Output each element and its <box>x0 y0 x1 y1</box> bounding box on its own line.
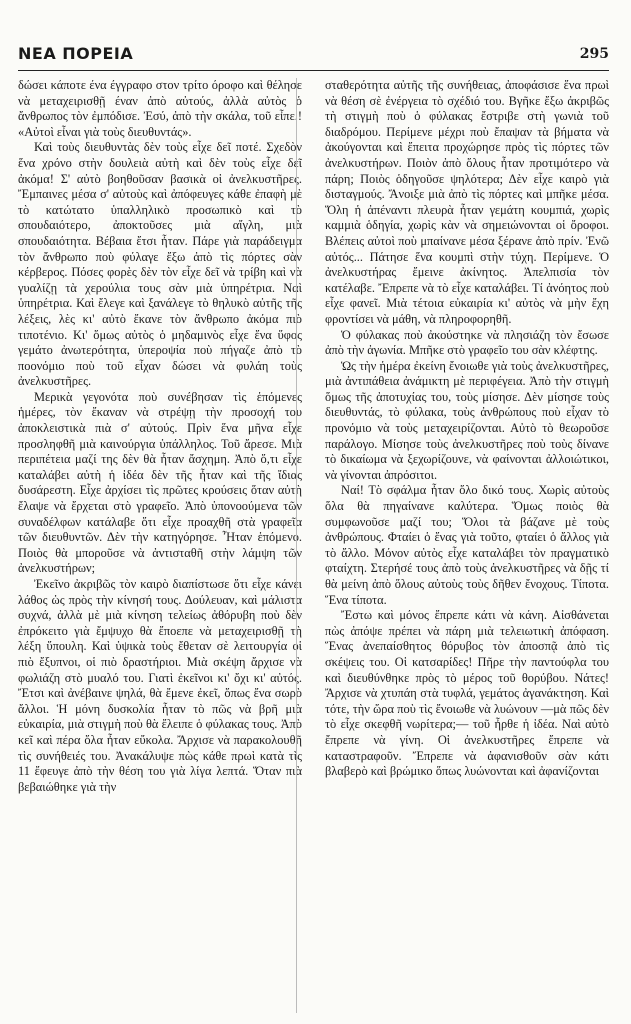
left-column <box>18 78 302 1013</box>
paragraph: Ὡς τὴν ἡμέρα ἐκείνη ἔνοιωθε γιὰ τοὺς ἀνελκυστῆρες, μιὰ ἀντιπάθεια ἀνάμικτη μὲ περιφέγεια. Ἀπὸ τὴν στιγμὴ ὅμως τῆς ἀποτυχίας του, τοὺς μίσησε. Δὲν μίσησε τοὺς διευθυντάς, τὸ φύλακα, τοὺς ἀνθρώπους ποὺ εἶχαν τὸ προνόμιο νὰ τοὺς μεταχειρίζονται. Αὐτὸ τὸ θεωροῦσε παράλογο. Μίσησε τοὺς ἀνελκυστῆρες ποὺ τοὺς δίνανε τὸ δικαίωμα νὰ ξεχωρίζουνε, νὰ φαίνονται ἀλλοιώτικοι, νὰ γίνονται ἀπρόσιτοι. <box>325 358 609 482</box>
paragraph: Μερικὰ γεγονότα ποὺ συνέβησαν τὶς ἑπόμενες ἡμέρες, τὸν ἔκαναν νὰ στρέψῃ τὴν προσοχή του ἀποκλειστικὰ πιὰ σ' αὐτούς. Πρὶν ἕνα μῆνα εἶχε προσληφθῆ μιὰ καινούργια ὑπάλληλος. Τοῦ ἄρεσε. Μιὰ περιπέτεια μαζί της δὲν θὰ ἦταν ἄσχημη. Ἀπὸ ὅ,τι εἶχε καταλάβει αὐτὴ ἡ ἰδέα δὲν τῆς ἦταν καὶ τῆς ἴδιας δυσάρεστη. Εἶχε ἀρχίσει τὶς πρῶτες κρούσεις ὅταν αὐτὴ ἔλαψε νὰ ἔρχεται στὸ γραφεῖο. Ἀπὸ ὑπονοούμενα τῶν συναδέλφων κατάλαβε ὅτι εἶχε προαχθῆ στὰ γραφεῖα τῶν διευθυντῶν. Δὲν τὴν κατηγόρησε. Ἦταν ἑπόμενο. Ποιὸς θὰ μποροῦσε νὰ ἀντισταθῆ στὴν λάμψη τῶν ἀνελκυστήρων; <box>18 389 302 576</box>
page-number: 295 <box>579 46 609 62</box>
right-column <box>325 78 609 1013</box>
text-columns <box>18 78 609 1013</box>
paragraph: Ὁ φύλακας ποὺ ἀκούστηκε νὰ πλησιάζη τὸν ἔσωσε ἀπὸ τὴν ἀγωνία. Μπῆκε στὸ γραφεῖο του σὰν κλέφτης. <box>325 327 609 358</box>
paragraph: Καὶ τοὺς διευθυντὰς δὲν τοὺς εἶχε δεῖ ποτέ. Σχεδὸν ἕνα χρόνο στὴν δουλειὰ αὐτὴ καὶ δὲν τοὺς εἶχε δεῖ ἀκόμα! Σ' αὐτὸ βοηθοῦσαν βασικὰ οἱ ἀνελκυστῆρες. Ἔμπαινες μέσα σ' αὐτοὺς καὶ ἀπόφευγες κάθε ἐπαφὴ μὲ τὸ κατώτατο ὑπαλληλικὸ προσωπικὸ καὶ τὸ σπουδαιότερο, ἀποκτοῦσες μιὰ αἴγλη, μιὰ σπουδαιότητα. Βέβαια ἔτσι ἦταν. Πάρε γιὰ παράδειγμα τὸν ἄνθρωπο ποὺ φύλαγε ἔξω ἀπὸ τὶς πόρτες σὰν κέρβερος. Πόσες φορὲς δὲν τὸν εἶχε δεῖ νὰ τρίβη καὶ νὰ γυαλίζῃ τὰ χερούλια τους σὰν μιὰ ὑπηρέτρια. Ναὶ ὑπηρέτρια. Καὶ ἔλεγε καὶ ξανάλεγε τὸ θηλυκὸ αὐτῆς τῆς λέξεις, λὲς κι' αὐτὸ ἔκανε τὸν ἄνθρωπο ἀκόμα πιὸ τιποτένιο. Κι' ὅμως αὐτὸς ὁ μηδαμινὸς εἶχε ἕνα ὕφος γεμάτο ἀνωτερότητα, ὑπεροψία ποὺ πήγαζε ἀπὸ τὸ ποονόμιο ποὺ τοῦ εἶχαν δώσει νὰ φυλάη τοὺς ἀνελκυστῆρες. <box>18 140 302 389</box>
journal-title: ΝΕΑ ΠΟΡΕΙΑ <box>18 44 134 63</box>
paragraph: σταθερότητα αὐτῆς τῆς συνήθειας, ἀποφάσισε ἕνα πρωὶ νὰ θέση σὲ ἐνέργεια τὸ σχέδιό του. Βγῆκε ἔξω ἀκριβῶς τὴ στιγμὴ ποὺ ὁ φύλακας ἔστριβε στὴ γωνιὰ τοῦ διαδρόμου. Περίμενε μέχρι ποὺ ἔπαψαν τὰ βήματα νὰ ἀκούγονται καὶ ἔπειτα προχώρησε πρὸς τὶς πόρτες τῶν ἀνελκυστήρων. Ποιὸν ἀπὸ ὅλους ἦταν προτιμότερο νὰ πάρη; Ποιὸς ὁδηγοῦσε ψηλότερα; Δὲν εἶχε καιρὸ γιὰ δισταγμούς. Ἄνοιξε μιὰ ἀπὸ τὶς πόρτες καὶ μπῆκε μέσα. Ὅλη ἡ ἀπέναντι πλευρὰ ἦταν γεμάτη κουμπιά, χωρὶς καμμιὰ ὁδηγία, χωρὶς κὰν νὰ σημειώνονται οἱ ὄροφοι. Βλέπεις αὐτοὶ ποὺ μπαίνανε μέσα ξέρανε ἀπὸ πρίν. Ἐνῶ αὐτός... Πάτησε ἕνα κουμπὶ στὴν τύχη. Περίμενε. Ὁ ἀνελκυστήρας ἔμεινε ἀκίνητος. Ἀπελπισία τὸν κατέλαβε. Ἔπρεπε νὰ τὸ εἶχε καταλάβει. Τί ἀνόητος ποὺ εἶχε φανεῖ. Μιὰ τέτοια εὐκαιρία κι' αὐτὸς νὰ μὴν ἔχη φροντίσει νὰ μάθη, νὰ πληροφορηθῆ. <box>325 78 609 326</box>
column-divider <box>296 78 297 1013</box>
paragraph: δώσει κάποτε ένα έγγραφο στον τρίτο όροφο καὶ θέλησε νὰ μεταχειρισθῇ έναν ἀπὸ αὐτούς, ἀλλὰ αὐτὸς ὁ ἄνθρωπος τὸν ἐμπόδισε. Ἐσύ, ἀπὸ τὴν σκάλα, τοῦ εἶπε.! «Αὐτοὶ εἶναι γιὰ τοὺς διευθυντάς». <box>18 78 302 139</box>
paragraph: Ἔστω καὶ μόνος ἔπρεπε κάτι νὰ κάνη. Αἰσθάνεται πὼς ἀπόψε πρέπει νὰ πάρη μιὰ τελειωτικὴ ἀπόφαση. Ἕνας ἀνεπαίσθητος θόρυβος τὸν ἀποσπᾷ ἀπὸ τὶς σκέψεις του. Οἱ κατσαρίδες! Πῆρε τὴν παντούφλα του καὶ διευθύνθηκε πρὸς τὸ μέρος τοῦ θορύβου. Νάτες! Ἄρχισε νὰ χτυπάη στὰ τυφλά, γεμάτος ἀγανάκτηση. Καὶ τότε, τὴν ὥρα ποὺ τὶς ἔνοιωθε νὰ λυώνουν —μὰ πῶς δὲν τὸ εἶχε σκεφθῆ νωρίτερα;— τοῦ ἦρθε ἡ ἰδέα. Ναὶ αὐτὸ ἔπρεπε νὰ γίνη. Οἱ ἀνελκυστῆρες ἔπρεπε νὰ καταστραφοῦν. Ἔπρεπε νὰ ἀφανισθοῦν σὰν κάτι βλαβερὸ καὶ βρώμικο ὅπως λυώνονται καὶ ἀφανίζονται <box>325 608 609 779</box>
running-header <box>18 44 609 71</box>
paragraph: Ναί! Τὸ σφάλμα ἦταν ὅλο δικό τους. Χωρὶς αὐτοὺς ὅλα θὰ πηγαίνανε καλύτερα. Ὅμως ποιὸς θὰ συμφωνοῦσε μαζί του; Ὅλοι τὰ βάζανε μὲ τοὺς ἀνθρώπους. Φταίει ὁ ἕνας γιὰ τοῦτο, φταίει ὁ ἄλλος γιὰ τὸ ἄλλο. Μόνον αὐτὸς εἶχε καταλάβει τὸν πραγματικὸ φταίχτη. Στερήσέ τους ἀπὸ τοὺς ἀνελκυστῆρες νὰ δῇς τί θὰ μείνη ἀπὸ ὅλους αὐτοὺς τοὺς δῆθεν ἔνοχους. Τίποτα. Ἕνα τίποτα. <box>325 483 609 607</box>
paragraph: Ἐκεῖνο ἀκριβῶς τὸν καιρὸ διαπίστωσε ὅτι εἶχε κάνει λάθος ὡς πρὸς τὴν κίνησή τους. Δούλευαν, καὶ μάλιστα συχνά, ἀλλὰ μὲ μιὰ κίνηση τελείως ἀθόρυβη ποὺ δὲν ἐπρόκειτο γιὰ ἔμψυχο θὰ ἔποεπε νὰ μεταχειρισθῇ τὴ λέξη ὕπουλη. Καὶ ὑψικὰ τοὺς ἔθεταν σὲ λειτουργία οἱ πιὸ ἔξυπνοι, οἱ πιὸ δραστήριοι. Μιὰ σκέψη ἄρχισε νὰ φωλιάζη στὸ μυαλό του. Γιατὶ ἐκεῖνοι κι' ὄχι κι' αὐτός. Ἔτσι καὶ ἀνέβαινε ψηλά, θὰ ἔμενε ἐκεῖ, ὅπως ἔνα σωρὸ ἄλλοι. Ἡ μόνη δυσκολία ἦταν τὸ πῶς νὰ βρῆ μιὰ εὐκαιρία, μιὰ στιγμὴ ποὺ θὰ ἔλειπε ὁ φύλακας τους. Ἀπὸ κεῖ καὶ πέρα ὅλα ἦταν εὔκολα. Ἄρχισε νὰ παρακολουθῆ τὶς συνήθειές του. Ἀνακάλυψε πὼς κάθε πρωὶ κατὰ τὶς 11 ἔφευγε ἀπὸ τὴν θέση του γιὰ λίγα λεπτά. Ὅταν πιὰ βεβαιώθηκε γιὰ τὴν <box>18 577 302 794</box>
